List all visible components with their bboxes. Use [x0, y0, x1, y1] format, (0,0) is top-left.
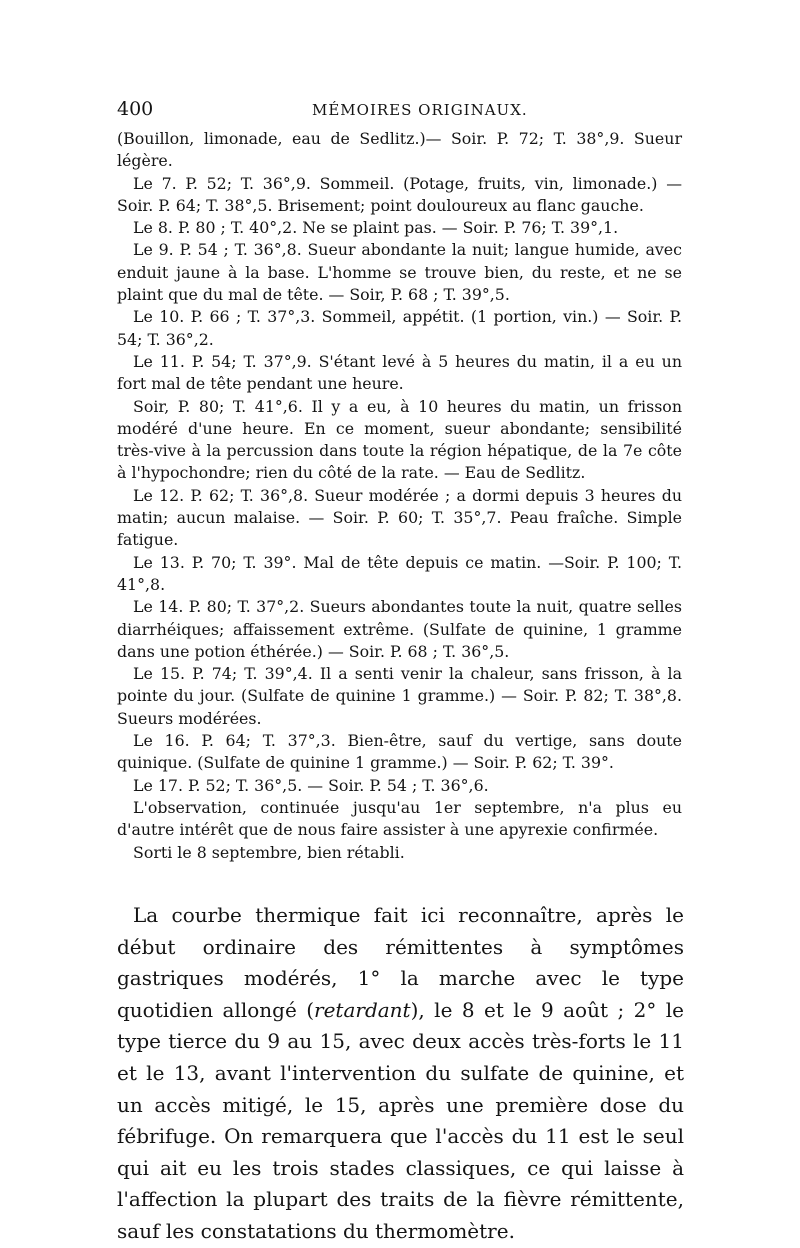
page-number: 400	[117, 98, 154, 120]
observation-paragraph: L'observation, continuée jusqu'au 1er septembre, n'a plus eu d'autre intérêt que de nous faire assister à une apyrexie confirmée.	[117, 797, 682, 840]
observation-paragraph: Le 7. P. 52; T. 36°,9. Sommeil. (Potage, fruits, vin, limonade.) — Soir. P. 64; T. 38°,5. Brisement; point douloureux au flanc gauche.	[117, 173, 682, 215]
observation-paragraph: (Bouillon, limonade, eau de Sedlitz.)— Soir. P. 72; T. 38°,9. Sueur légère.	[117, 129, 682, 171]
observation-paragraph: Soir, P. 80; T. 41°,6. Il y a eu, à 10 heures du matin, un frisson modéré d'une heure. En ce moment, sueur abondante; sensibilité très-vive à la percussion dans toute la région hépatique, de la 7e côte à l'hypochondre; rien du côté de la rate. — Eau de Sedlitz.	[117, 396, 682, 483]
observation-paragraph: Sorti le 8 septembre, bien rétabli.	[133, 842, 405, 862]
observation-paragraph: Le 9. P. 54 ; T. 36°,8. Sueur abondante la nuit; langue humide, avec enduit jaune à la base. L'homme se trouve bien, du reste, et ne se plaint que du mal de tête. — Soir, P. 68 ; T. 39°,5.	[117, 240, 682, 305]
observation-paragraph: Le 14. P. 80; T. 37°,2. Sueurs abondantes toute la nuit, quatre selles diarrhéiques; affaissement extrême. (Sulfate de quinine, 1 gramme dans une potion éthérée.) — Soir. P. 68 ; T. 36°,5.	[117, 597, 682, 661]
running-head: MÉMOIRES ORIGINAUX.	[312, 101, 528, 119]
observation-paragraph: Le 15. P. 74; T. 39°,4. Il a senti venir la chaleur, sans frisson, à la pointe du jour. (Sulfate de quinine 1 gramme.) — Soir. P. 82; T. 38°,8. Sueurs modérées.	[117, 664, 682, 728]
commentary-italic: retardant	[314, 997, 411, 1022]
page-header	[117, 98, 697, 122]
observation-paragraph: Le 13. P. 70; T. 39°. Mal de tête depuis ce matin. —Soir. P. 100; T. 41°,8.	[117, 552, 682, 594]
clinical-observation	[117, 128, 682, 864]
observation-paragraph: Le 12. P. 62; T. 36°,8. Sueur modérée ; a dormi depuis 3 heures du matin; aucun malaise. — Soir. P. 60; T. 35°,7. Peau fraîche. Simple fatigue.	[117, 485, 682, 550]
commentary-paragraph	[117, 900, 684, 1248]
observation-paragraph: Le 11. P. 54; T. 37°,9. S'étant levé à 5 heures du matin, il a eu un fort mal de tête pendant une heure.	[117, 351, 682, 394]
observation-paragraph: Le 10. P. 66 ; T. 37°,3. Sommeil, appétit. (1 portion, vin.) — Soir. P. 54; T. 36°,2.	[117, 307, 682, 349]
commentary-text: La courbe thermique fait ici reconnaître, après le début ordinaire des rémittentes à symptômes gastriques modérés, 1° la marche avec le type quotidien allongé (	[117, 903, 684, 1022]
commentary	[117, 900, 684, 1248]
observation-paragraph: Le 17. P. 52; T. 36°,5. — Soir. P. 54 ; T. 36°,6.	[133, 775, 489, 795]
observation-paragraph: Le 8. P. 80 ; T. 40°,2. Ne se plaint pas. — Soir. P. 76; T. 39°,1.	[133, 218, 619, 238]
commentary-text: ), le 8 et le 9 août ; 2° le type tierce du 9 au 15, avec deux accès très-forts le 11 et le 13, avant l'intervention du sulfate de quinine, et un accès mitigé, le 15, après une première dose du fébrifuge. On remarquera que l'accès du 11 est le seul qui ait eu les trois stades classiques, ce qui laisse à l'affection la plupart des traits de la fièvre rémittente, sauf les constatations du thermomètre.	[117, 997, 685, 1243]
observation-paragraph: Le 16. P. 64; T. 37°,3. Bien-être, sauf du vertige, sans doute quinique. (Sulfate de quinine 1 gramme.) — Soir. P. 62; T. 39°.	[117, 731, 682, 773]
